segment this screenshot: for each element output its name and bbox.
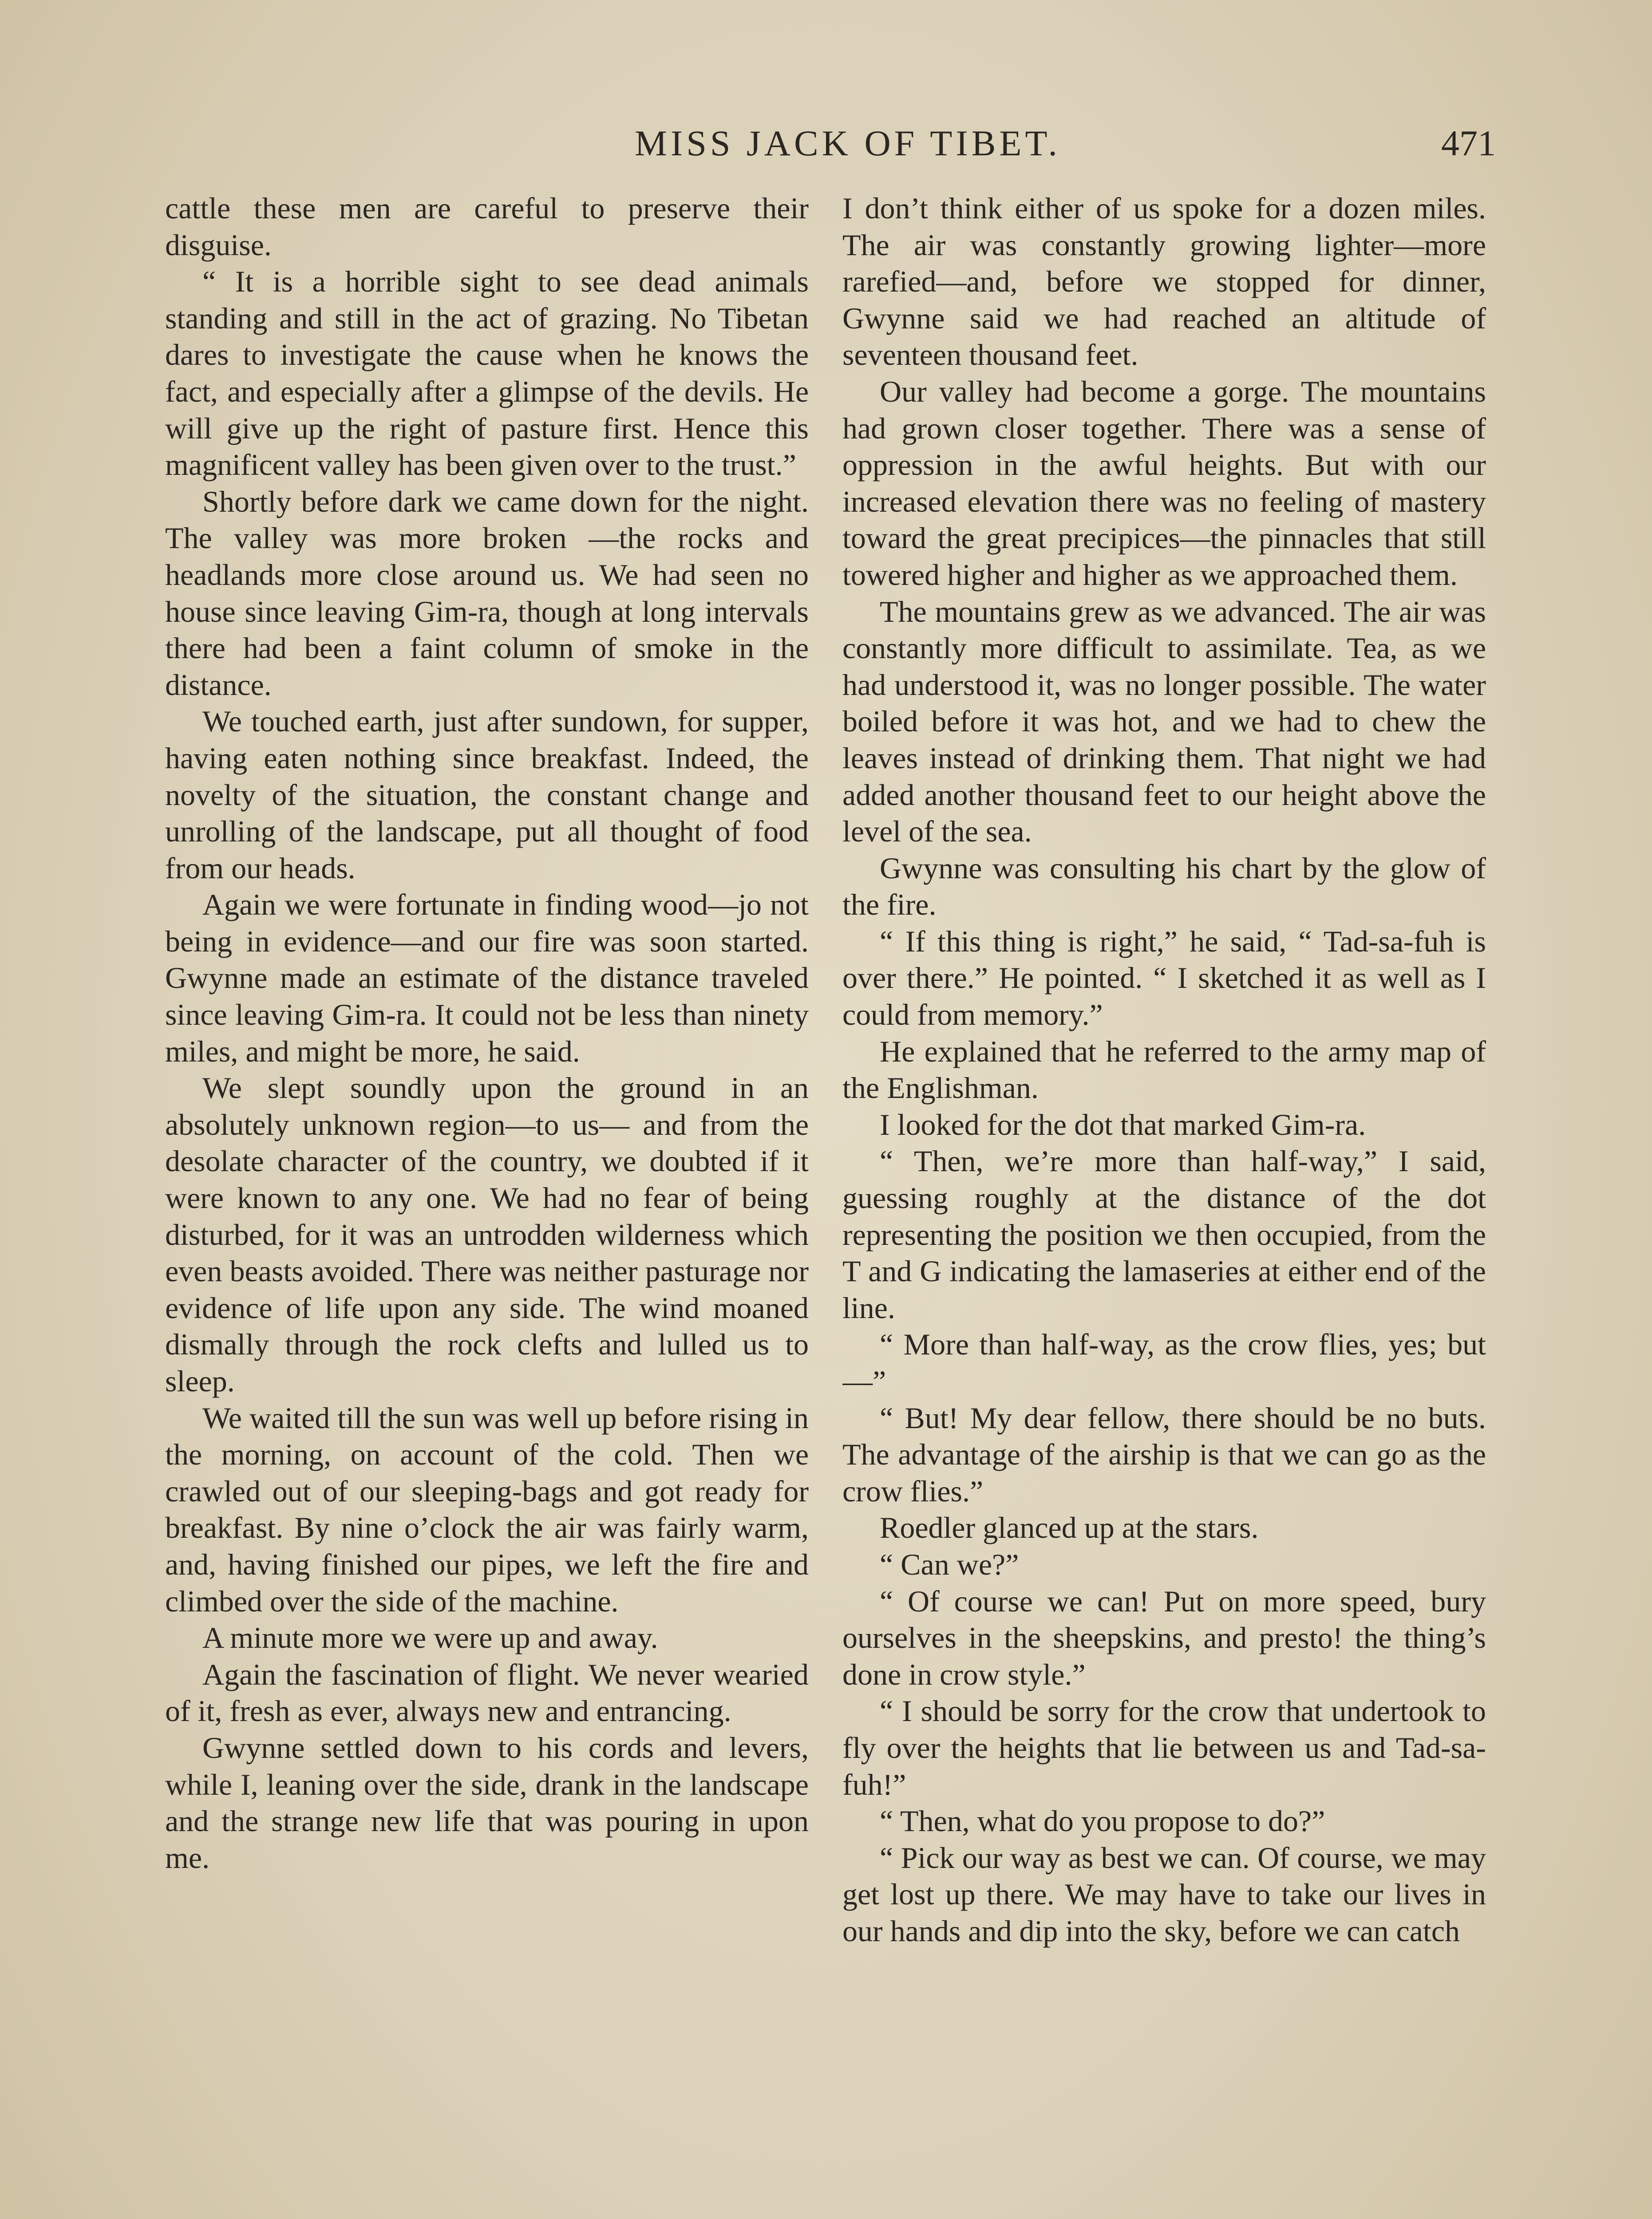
paragraph: I looked for the dot that marked Gim-ra. [880, 1107, 1366, 1141]
paragraph: “ I should be sorry for the crow that undertook to fly over the heights that lie between us and Tad-sa-fuh!” [842, 1694, 1486, 1801]
paragraph: We waited till the sun was well up before rising in the morning, on account of the cold. Then we crawled out of our sleeping-bags and got ready for breakfast. By nine o’clock the air was fairly warm, and, having finished our pipes, we left the fire and climbed over the side of the machine. [165, 1401, 809, 1618]
paragraph: “ If this thing is right,” he said, “ Tad-sa-fuh is over there.” He pointed. “ I sketched it as well as I could from memory.” [842, 924, 1486, 1032]
paragraph: Roedler glanced up at the stars. [880, 1511, 1259, 1545]
paragraph: Again the fascination of flight. We never wearied of it, fresh as ever, always new and entrancing. [165, 1657, 809, 1728]
paragraph: We touched earth, just after sundown, for supper, having eaten nothing since breakfast. Indeed, the novelty of the situation, the constant change and unrolling of the landscape, put all thought of food from our heads. [165, 704, 809, 885]
paragraph: Shortly before dark we came down for the night. The valley was more broken —the rocks and headlands more close around us. We had seen no house since leaving Gim-ra, though at long intervals there had been a faint column of smoke in the distance. [165, 484, 809, 702]
running-title: MISS JACK OF TIBET. [635, 123, 1061, 163]
paragraph: He explained that he referred to the army map of the Englishman. [842, 1034, 1486, 1105]
paragraph: The mountains grew as we advanced. The air was constantly more difficult to assimilate. Tea, as we had understood it, was no longer possible. The water boiled before it was hot, and we had to chew the leaves instead of drinking them. That night we had added another thousand feet to our height above the level of the sea. [842, 594, 1486, 849]
right-column [842, 190, 1486, 2219]
paragraph: “ More than half-way, as the crow flies, yes; but—” [842, 1327, 1486, 1398]
paragraph: I don’t think either of us spoke for a dozen miles. The air was constantly growing lighter—more rarefied—and, before we stopped for dinner, Gwynne said we had reached an altitude of seventeen thousand feet. [842, 191, 1486, 372]
paragraph: “ Pick our way as best we can. Of course, we may get lost up there. We may have to take our lives in our hands and dip into the sky, before we can catch [842, 1840, 1486, 1948]
paragraph: Our valley had become a gorge. The mountains had grown closer together. There was a sense of oppression in the awful heights. But with our increased elevation there was no feeling of mastery toward the great precipices—the pinnacles that still towered higher and higher as we approached them. [842, 374, 1486, 592]
page-number: 471 [1441, 123, 1496, 163]
page-header [160, 119, 1496, 168]
paragraph: cattle these men are careful to preserve their disguise. [165, 191, 809, 262]
paragraph: Gwynne settled down to his cords and levers, while I, leaning over the side, drank in the landscape and the strange new life that was pouring in upon me. [165, 1730, 809, 1875]
paragraph: We slept soundly upon the ground in an absolutely unknown region—to us— and from the desolate character of the country, we doubted if it were known to any one. We had no fear of being disturbed, for it was an untrodden wilderness which even beasts avoided. There was neither pasturage nor evidence of life upon any side. The wind moaned dismally through the rock clefts and lulled us to sleep. [165, 1071, 809, 1398]
paragraph: “ Can we?” [880, 1547, 1019, 1581]
paragraph: “ But! My dear fellow, there should be no buts. The advantage of the airship is that we can go as the crow flies.” [842, 1401, 1486, 1508]
paragraph: “ Then, what do you propose to do?” [880, 1804, 1325, 1838]
paragraph: A minute more we were up and away. [202, 1621, 658, 1655]
left-column [165, 190, 809, 2219]
paragraph: “ Then, we’re more than half-way,” I said, guessing roughly at the distance of the dot representing the position we then occupied, from the T and G indicating the lamaseries at either end of the line. [842, 1144, 1486, 1325]
paragraph: Gwynne was consulting his chart by the glow of the fire. [842, 851, 1486, 922]
paragraph: “ It is a horrible sight to see dead animals standing and still in the act of grazing. No Tibetan dares to investigate the cause when he knows the fact, and especially after a glimpse of the devils. He will give up the right of pasture first. Hence this magnificent valley has been given over to the trust.” [165, 265, 809, 482]
paragraph: “ Of course we can! Put on more speed, bury ourselves in the sheepskins, and presto! the thing’s done in crow style.” [842, 1584, 1486, 1691]
paragraph: Again we were fortunate in finding wood—jo not being in evidence—and our fire was soon started. Gwynne made an estimate of the distance traveled since leaving Gim-ra. It could not be less than ninety miles, and might be more, he said. [165, 888, 809, 1068]
